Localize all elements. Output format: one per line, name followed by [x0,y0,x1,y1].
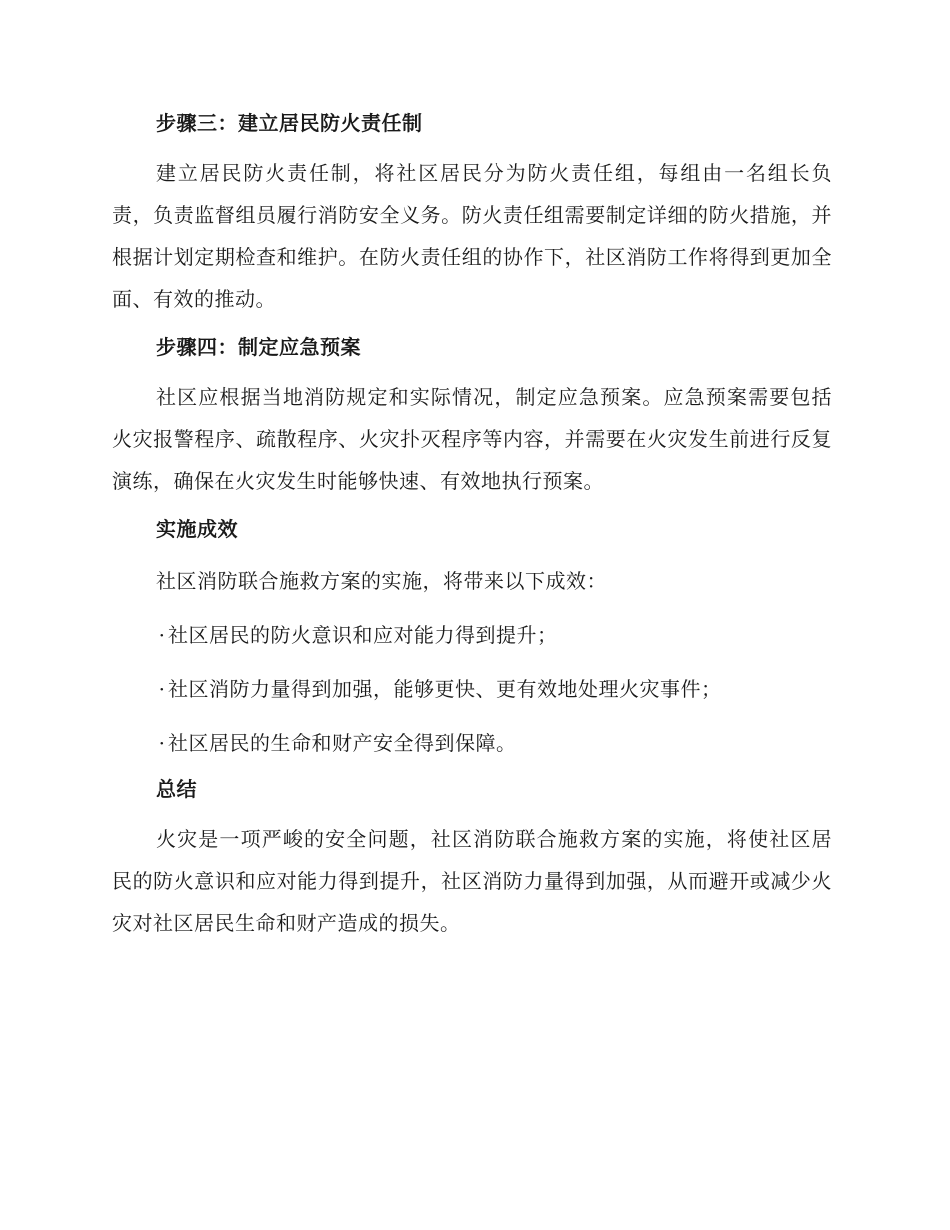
section-heading-step4: 步骤四：制定应急预案 [156,335,361,359]
section-paragraph-results: 社区消防联合施救方案的实施，将带来以下成效： [156,569,607,593]
section-paragraph-summary: 火灾是一项严峻的安全问题，社区消防联合施救方案的实施，将使社区居民的防火意识和应对能力得到提升，社区消防力量得到加强，从而避开或减少火灾对社区居民生命和财产造成的损失。 [112,827,832,935]
bullet-mark: · [158,677,166,701]
section-paragraph-step4: 社区应根据当地消防规定和实际情况，制定应急预案。应急预案需要包括火灾报警程序、疏散程序、火灾扑灭程序等内容，并需要在火灾发生前进行反复演练，确保在火灾发生时能够快速、有效地执行预案。 [112,385,832,493]
section-heading-step3: 步骤三：建立居民防火责任制 [156,111,423,135]
bullet-mark: · [158,731,166,755]
list-item-text: 社区居民的生命和财产安全得到保障。 [168,731,517,755]
section-heading-summary: 总结 [156,777,197,801]
section-paragraph-step3: 建立居民防火责任制，将社区居民分为防火责任组，每组由一名组长负责，负责监督组员履行消防安全义务。防火责任组需要制定详细的防火措施，并根据计划定期检查和维护。在防火责任组的协作下，社区消防工作将得到更加全面、有效的推动。 [112,161,832,311]
list-item [112,666,832,712]
bullet-mark: · [158,623,166,647]
list-item-text: 社区居民的防火意识和应对能力得到提升； [168,623,558,647]
list-item [112,720,832,766]
section-heading-results: 实施成效 [156,517,238,541]
list-item [112,612,832,658]
list-item-text: 社区消防力量得到加强，能够更快、更有效地处理火灾事件； [168,677,722,701]
document-body [112,108,832,956]
